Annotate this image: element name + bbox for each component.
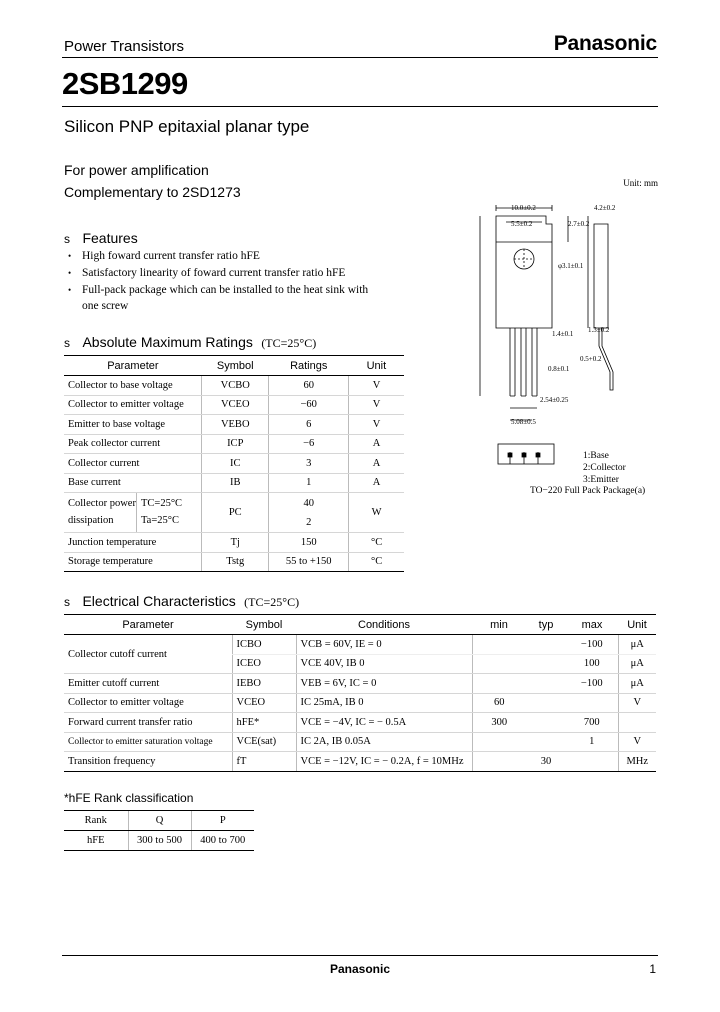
dim-label: 1.4±0.1 [552, 330, 574, 338]
table-row [64, 434, 404, 454]
ec-title: Electrical Characteristics [82, 593, 236, 609]
table-row [64, 454, 404, 474]
param-cell: Forward current transfer ratio [64, 713, 232, 733]
package-name: TO−220 Full Pack Package(a) [530, 486, 646, 496]
bullet-icon: • [68, 251, 72, 261]
unit-cell: MHz [618, 752, 656, 772]
features-title: Features [82, 230, 138, 246]
conditions-cell: VCE = −12V, IC = − 0.2A, f = 10MHz [296, 752, 472, 772]
symbol-cell: VCEO [232, 693, 296, 713]
rank-value: 400 to 700 [191, 831, 254, 851]
dim-label: 1.3±0.2 [588, 326, 610, 334]
max-cell [566, 752, 618, 772]
table-row [64, 752, 656, 772]
rating-cell: 3 [269, 454, 349, 474]
table-header-row [64, 811, 254, 831]
symbol-cell: VCBO [202, 376, 269, 396]
table-row [64, 473, 404, 493]
column-header: Rank [64, 811, 128, 831]
row-label: hFE [64, 831, 128, 851]
typ-cell [526, 693, 566, 713]
ec-condition: (TC=25°C) [244, 595, 300, 609]
amr-condition: (TC=25°C) [261, 336, 317, 350]
symbol-cell: hFE* [232, 713, 296, 733]
symbol-cell: PC [202, 493, 269, 533]
rating-cell: −6 [269, 434, 349, 454]
section-marker: s [64, 595, 70, 609]
unit-cell: μA [618, 674, 656, 694]
symbol-cell: Tj [202, 533, 269, 553]
param-cell: Collector to emitter voltage [64, 693, 232, 713]
product-category: Power Transistors [64, 38, 185, 55]
header-rule [62, 57, 658, 58]
dim-label: 10.0±0.2 [511, 204, 536, 212]
dim-label: 0.8±0.1 [548, 365, 570, 373]
part-number: 2SB1299 [62, 66, 188, 101]
conditions-cell: VCE = −4V, IC = − 0.5A [296, 713, 472, 733]
column-header: Q [128, 811, 191, 831]
column-header: Parameter [64, 356, 202, 376]
bullet-icon: • [68, 268, 72, 278]
typ-cell: 30 [526, 752, 566, 772]
min-cell [472, 752, 526, 772]
rating-cell: 1 [269, 473, 349, 493]
param-cell: Emitter to base voltage [64, 415, 202, 435]
table-header-row [64, 356, 404, 376]
column-header: Symbol [232, 615, 296, 635]
param-cell-power: Collector power dissipation TC=25°C Ta=25°C [64, 493, 202, 533]
column-header: P [191, 811, 254, 831]
symbol-cell: IC [202, 454, 269, 474]
symbol-cell: ICP [202, 434, 269, 454]
dim-label: 2.54±0.25 [540, 396, 569, 404]
param-cell: Collector to emitter saturation voltage [64, 732, 232, 752]
symbol-cell: IEBO [232, 674, 296, 694]
column-header: Parameter [64, 615, 232, 635]
unit-cell [618, 713, 656, 733]
table-header-row [64, 615, 656, 635]
amr-title: Absolute Maximum Ratings [82, 334, 253, 350]
typ-cell [526, 654, 566, 674]
dim-label: φ3.1±0.1 [558, 262, 584, 270]
conditions-cell: IC 2A, IB 0.05A [296, 732, 472, 752]
ec-heading [64, 593, 299, 611]
footer-rule [62, 955, 658, 956]
min-cell [472, 674, 526, 694]
typ-cell [526, 635, 566, 655]
page-number: 1 [649, 962, 656, 976]
param-cell: Junction temperature [64, 533, 202, 553]
typ-cell [526, 713, 566, 733]
dim-label: 2.7±0.2 [568, 220, 590, 228]
param-cell: Storage temperature [64, 552, 202, 572]
feature-item-continued: one screw [82, 300, 129, 312]
max-cell: 700 [566, 713, 618, 733]
title-rule [62, 106, 658, 107]
param-cell: Collector cutoff current [64, 635, 232, 674]
unit-label: Unit: mm [623, 178, 658, 188]
application-text: For power amplification [64, 162, 209, 178]
symbol-cell: VEBO [202, 415, 269, 435]
footer-brand: Panasonic [329, 962, 391, 976]
param-cell: Collector current [64, 454, 202, 474]
conditions-cell: VCB = 60V, IE = 0 [296, 635, 472, 655]
symbol-cell: ICEO [232, 654, 296, 674]
product-subtitle: Silicon PNP epitaxial planar type [64, 117, 310, 136]
table-row [64, 415, 404, 435]
column-header: typ [526, 615, 566, 635]
dim-label: 5.5±0.2 [511, 220, 533, 228]
feature-item: • Full-pack package which can be installed to the heat sink with [68, 284, 369, 296]
rating-cell: 60 [269, 376, 349, 396]
electrical-characteristics-table [64, 614, 656, 772]
min-cell [472, 732, 526, 752]
unit-cell: V [349, 395, 404, 415]
conditions-cell: VEB = 6V, IC = 0 [296, 674, 472, 694]
features-heading [64, 230, 138, 248]
unit-cell: V [349, 415, 404, 435]
column-header: Ratings [269, 356, 349, 376]
conditions-cell: IC 25mA, IB 0 [296, 693, 472, 713]
param-cell: Base current [64, 473, 202, 493]
symbol-cell: ICBO [232, 635, 296, 655]
dim-label: 5.08±0.5 [511, 418, 536, 426]
unit-cell: W [349, 493, 404, 533]
symbol-cell: VCE(sat) [232, 732, 296, 752]
typ-cell [526, 674, 566, 694]
rank-title: *hFE Rank classification [64, 791, 194, 805]
rating-cell-power: 40 2 [269, 493, 349, 533]
conditions-cell: VCE 40V, IB 0 [296, 654, 472, 674]
symbol-cell: IB [202, 473, 269, 493]
table-row [64, 831, 254, 851]
rating-cell: 55 to +150 [269, 552, 349, 572]
max-cell: 100 [566, 654, 618, 674]
dim-label: 4.2±0.2 [594, 204, 616, 212]
min-cell [472, 635, 526, 655]
column-header: min [472, 615, 526, 635]
max-cell: 1 [566, 732, 618, 752]
unit-cell: V [349, 376, 404, 396]
min-cell: 60 [472, 693, 526, 713]
rank-value: 300 to 500 [128, 831, 191, 851]
max-cell [566, 693, 618, 713]
rating-cell: −60 [269, 395, 349, 415]
section-marker: s [64, 336, 70, 350]
min-cell: 300 [472, 713, 526, 733]
param-cell: Emitter cutoff current [64, 674, 232, 694]
column-header: max [566, 615, 618, 635]
rating-cell: 6 [269, 415, 349, 435]
amr-heading [64, 334, 316, 352]
table-row [64, 552, 404, 572]
unit-cell: A [349, 434, 404, 454]
table-row [64, 674, 656, 694]
table-row [64, 635, 656, 655]
unit-cell: μA [618, 635, 656, 655]
unit-cell: V [618, 732, 656, 752]
table-row [64, 732, 656, 752]
unit-cell: °C [349, 533, 404, 553]
table-row [64, 395, 404, 415]
feature-item: • High foward current transfer ratio hFE [68, 250, 260, 262]
feature-item: • Satisfactory linearity of foward current transfer ratio hFE [68, 267, 346, 279]
column-header: Unit [349, 356, 404, 376]
dim-label: 0.5+0.2 [580, 355, 602, 363]
table-row [64, 693, 656, 713]
section-marker: s [64, 232, 70, 246]
table-row [64, 533, 404, 553]
symbol-cell: fT [232, 752, 296, 772]
pin-label: 3:Emitter [583, 475, 619, 485]
param-cell: Collector to emitter voltage [64, 395, 202, 415]
symbol-cell: Tstg [202, 552, 269, 572]
brand-logo: Panasonic [553, 32, 657, 55]
complementary-text: Complementary to 2SD1273 [64, 184, 241, 200]
column-header: Conditions [296, 615, 472, 635]
package-outline-drawing [458, 196, 658, 496]
column-header: Unit [618, 615, 656, 635]
max-cell: −100 [566, 674, 618, 694]
bullet-icon: • [68, 285, 72, 295]
rating-cell: 150 [269, 533, 349, 553]
table-row-power [64, 493, 404, 533]
param-cell: Collector to base voltage [64, 376, 202, 396]
unit-cell: A [349, 454, 404, 474]
table-row [64, 376, 404, 396]
pin-label: 1:Base [583, 451, 609, 461]
param-cell: Peak collector current [64, 434, 202, 454]
unit-cell: °C [349, 552, 404, 572]
typ-cell [526, 732, 566, 752]
table-row [64, 713, 656, 733]
absolute-max-ratings-table [64, 355, 404, 572]
symbol-cell: VCEO [202, 395, 269, 415]
unit-cell: V [618, 693, 656, 713]
param-cell: Transition frequency [64, 752, 232, 772]
pin-label: 2:Collector [583, 463, 626, 473]
rank-classification-table [64, 810, 254, 851]
max-cell: −100 [566, 635, 618, 655]
unit-cell: A [349, 473, 404, 493]
min-cell [472, 654, 526, 674]
column-header: Symbol [202, 356, 269, 376]
unit-cell: μA [618, 654, 656, 674]
